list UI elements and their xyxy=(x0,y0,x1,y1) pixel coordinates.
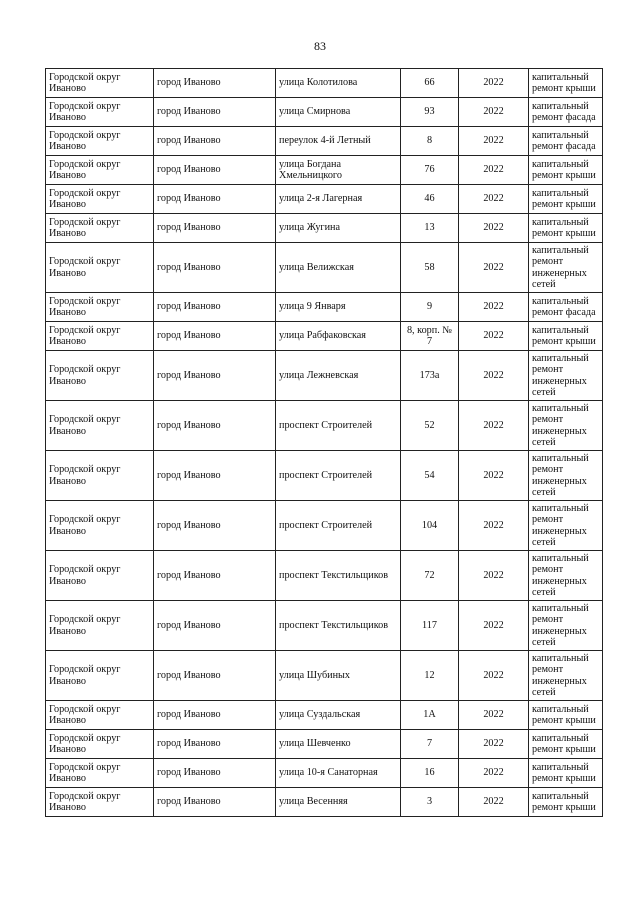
cell-work-type: капитальный ремонт крыши xyxy=(529,156,603,185)
cell-year: 2022 xyxy=(459,551,529,601)
table-row xyxy=(46,127,603,156)
cell-work-type: капитальный ремонт инженерных сетей xyxy=(529,351,603,401)
cell-year: 2022 xyxy=(459,98,529,127)
cell-work-type: капитальный ремонт крыши xyxy=(529,701,603,730)
cell-house-number: 66 xyxy=(401,69,459,98)
cell-city: город Иваново xyxy=(154,322,276,351)
cell-year: 2022 xyxy=(459,601,529,651)
cell-year: 2022 xyxy=(459,451,529,501)
cell-street: переулок 4-й Летный xyxy=(276,127,401,156)
cell-district: Городской округ Иваново xyxy=(46,501,154,551)
cell-year: 2022 xyxy=(459,701,529,730)
cell-house-number: 76 xyxy=(401,156,459,185)
cell-house-number: 9 xyxy=(401,293,459,322)
cell-house-number: 104 xyxy=(401,501,459,551)
table-row xyxy=(46,551,603,601)
cell-street: улица 2-я Лагерная xyxy=(276,185,401,214)
cell-street: улица Богдана Хмельницкого xyxy=(276,156,401,185)
cell-house-number: 58 xyxy=(401,243,459,293)
cell-work-type: капитальный ремонт крыши xyxy=(529,759,603,788)
cell-district: Городской округ Иваново xyxy=(46,322,154,351)
cell-city: город Иваново xyxy=(154,759,276,788)
cell-house-number: 117 xyxy=(401,601,459,651)
cell-city: город Иваново xyxy=(154,551,276,601)
cell-district: Городской округ Иваново xyxy=(46,651,154,701)
cell-city: город Иваново xyxy=(154,127,276,156)
cell-house-number: 52 xyxy=(401,401,459,451)
cell-year: 2022 xyxy=(459,351,529,401)
cell-house-number: 72 xyxy=(401,551,459,601)
table-row xyxy=(46,214,603,243)
cell-city: город Иваново xyxy=(154,601,276,651)
cell-work-type: капитальный ремонт фасада xyxy=(529,127,603,156)
cell-street: улица Колотилова xyxy=(276,69,401,98)
cell-work-type: капитальный ремонт крыши xyxy=(529,185,603,214)
cell-city: город Иваново xyxy=(154,98,276,127)
cell-city: город Иваново xyxy=(154,788,276,817)
cell-city: город Иваново xyxy=(154,214,276,243)
cell-district: Городской округ Иваново xyxy=(46,759,154,788)
cell-work-type: капитальный ремонт фасада xyxy=(529,98,603,127)
cell-district: Городской округ Иваново xyxy=(46,243,154,293)
cell-year: 2022 xyxy=(459,501,529,551)
repair-schedule-table xyxy=(45,68,603,817)
cell-street: проспект Текстильщиков xyxy=(276,601,401,651)
cell-district: Городской округ Иваново xyxy=(46,401,154,451)
cell-year: 2022 xyxy=(459,651,529,701)
cell-city: город Иваново xyxy=(154,401,276,451)
cell-street: улица 9 Января xyxy=(276,293,401,322)
cell-district: Городской округ Иваново xyxy=(46,127,154,156)
cell-year: 2022 xyxy=(459,69,529,98)
cell-year: 2022 xyxy=(459,730,529,759)
table-row xyxy=(46,701,603,730)
cell-work-type: капитальный ремонт крыши xyxy=(529,788,603,817)
cell-district: Городской округ Иваново xyxy=(46,451,154,501)
cell-work-type: капитальный ремонт крыши xyxy=(529,69,603,98)
cell-year: 2022 xyxy=(459,293,529,322)
table-row xyxy=(46,156,603,185)
cell-work-type: капитальный ремонт крыши xyxy=(529,322,603,351)
table-row xyxy=(46,243,603,293)
cell-year: 2022 xyxy=(459,185,529,214)
cell-city: город Иваново xyxy=(154,701,276,730)
table-row xyxy=(46,651,603,701)
cell-house-number: 16 xyxy=(401,759,459,788)
cell-house-number: 7 xyxy=(401,730,459,759)
table-row xyxy=(46,98,603,127)
cell-year: 2022 xyxy=(459,127,529,156)
cell-street: улица Рабфаковская xyxy=(276,322,401,351)
cell-house-number: 54 xyxy=(401,451,459,501)
cell-city: город Иваново xyxy=(154,351,276,401)
cell-street: улица Шевченко xyxy=(276,730,401,759)
table-row xyxy=(46,185,603,214)
cell-house-number: 46 xyxy=(401,185,459,214)
cell-work-type: капитальный ремонт фасада xyxy=(529,293,603,322)
cell-year: 2022 xyxy=(459,788,529,817)
cell-street: улица Смирнова xyxy=(276,98,401,127)
table-row xyxy=(46,351,603,401)
cell-city: город Иваново xyxy=(154,293,276,322)
cell-house-number: 13 xyxy=(401,214,459,243)
cell-work-type: капитальный ремонт инженерных сетей xyxy=(529,601,603,651)
cell-year: 2022 xyxy=(459,156,529,185)
cell-street: улица Лежневская xyxy=(276,351,401,401)
cell-district: Городской округ Иваново xyxy=(46,156,154,185)
table-body xyxy=(46,69,603,817)
cell-district: Городской округ Иваново xyxy=(46,98,154,127)
cell-city: город Иваново xyxy=(154,243,276,293)
cell-district: Городской округ Иваново xyxy=(46,69,154,98)
cell-year: 2022 xyxy=(459,401,529,451)
cell-work-type: капитальный ремонт крыши xyxy=(529,214,603,243)
cell-year: 2022 xyxy=(459,759,529,788)
cell-street: проспект Строителей xyxy=(276,501,401,551)
cell-city: город Иваново xyxy=(154,69,276,98)
cell-work-type: капитальный ремонт инженерных сетей xyxy=(529,651,603,701)
cell-street: улица Велижская xyxy=(276,243,401,293)
cell-district: Городской округ Иваново xyxy=(46,551,154,601)
page-number: 83 xyxy=(314,39,326,53)
cell-house-number: 8 xyxy=(401,127,459,156)
table-row xyxy=(46,293,603,322)
table-row xyxy=(46,730,603,759)
cell-district: Городской округ Иваново xyxy=(46,293,154,322)
cell-city: город Иваново xyxy=(154,451,276,501)
cell-street: улица 10-я Санаторная xyxy=(276,759,401,788)
cell-house-number: 173а xyxy=(401,351,459,401)
table-row xyxy=(46,501,603,551)
table-row xyxy=(46,69,603,98)
table-row xyxy=(46,401,603,451)
cell-district: Городской округ Иваново xyxy=(46,730,154,759)
cell-work-type: капитальный ремонт инженерных сетей xyxy=(529,243,603,293)
table-row xyxy=(46,601,603,651)
cell-city: город Иваново xyxy=(154,651,276,701)
cell-district: Городской округ Иваново xyxy=(46,214,154,243)
cell-work-type: капитальный ремонт инженерных сетей xyxy=(529,451,603,501)
cell-city: город Иваново xyxy=(154,730,276,759)
table-row xyxy=(46,788,603,817)
cell-district: Городской округ Иваново xyxy=(46,351,154,401)
table-row xyxy=(46,322,603,351)
cell-street: проспект Текстильщиков xyxy=(276,551,401,601)
cell-street: улица Шубиных xyxy=(276,651,401,701)
cell-city: город Иваново xyxy=(154,501,276,551)
cell-house-number: 8, корп. № 7 xyxy=(401,322,459,351)
cell-city: город Иваново xyxy=(154,156,276,185)
cell-work-type: капитальный ремонт инженерных сетей xyxy=(529,551,603,601)
cell-district: Городской округ Иваново xyxy=(46,601,154,651)
cell-work-type: капитальный ремонт инженерных сетей xyxy=(529,501,603,551)
cell-street: улица Жугина xyxy=(276,214,401,243)
cell-year: 2022 xyxy=(459,322,529,351)
cell-work-type: капитальный ремонт крыши xyxy=(529,730,603,759)
cell-street: проспект Строителей xyxy=(276,451,401,501)
cell-house-number: 93 xyxy=(401,98,459,127)
table-row xyxy=(46,759,603,788)
cell-work-type: капитальный ремонт инженерных сетей xyxy=(529,401,603,451)
cell-year: 2022 xyxy=(459,214,529,243)
cell-year: 2022 xyxy=(459,243,529,293)
cell-house-number: 12 xyxy=(401,651,459,701)
cell-street: улица Суздальская xyxy=(276,701,401,730)
cell-city: город Иваново xyxy=(154,185,276,214)
cell-district: Городской округ Иваново xyxy=(46,185,154,214)
table-row xyxy=(46,451,603,501)
cell-street: улица Весенняя xyxy=(276,788,401,817)
cell-district: Городской округ Иваново xyxy=(46,788,154,817)
cell-house-number: 1А xyxy=(401,701,459,730)
cell-street: проспект Строителей xyxy=(276,401,401,451)
cell-district: Городской округ Иваново xyxy=(46,701,154,730)
cell-house-number: 3 xyxy=(401,788,459,817)
